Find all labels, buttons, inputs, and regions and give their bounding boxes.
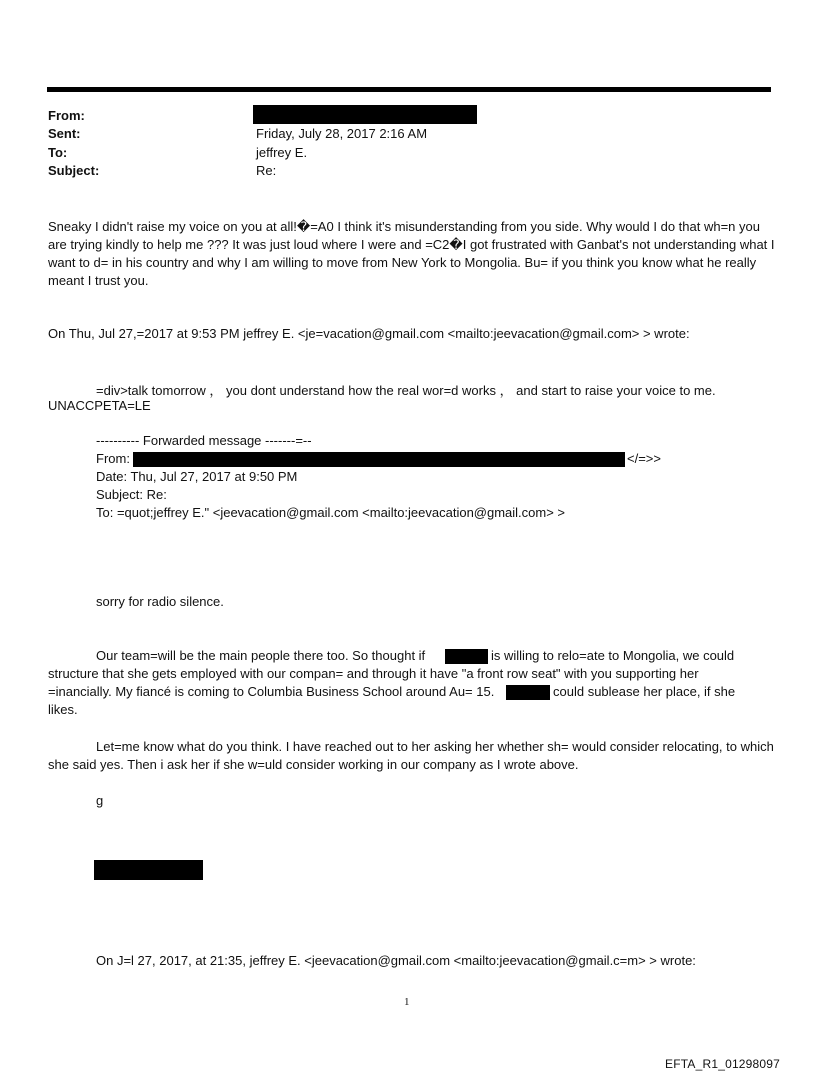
sent-label: Sent: bbox=[48, 126, 81, 141]
fwd-date: Date: Thu, Jul 27, 2017 at 9:50 PM bbox=[96, 469, 298, 484]
quote1-text-a: =div>talk tomorrow ， you dont understand how the real wor=d works ， and start to raise your voice to me. bbox=[96, 383, 716, 398]
fwd-subject: Subject: Re: bbox=[96, 487, 167, 502]
redaction-fwd-from bbox=[133, 452, 625, 467]
sorry-line: sorry for radio silence. bbox=[96, 594, 224, 609]
team-line-3b: could sublease her place, if she bbox=[553, 684, 736, 699]
quote2-intro: On J=l 27, 2017, at 21:35, jeffrey E. <jeevacation@gmail.com <mailto:jeevacation@gmail.c=m> > wrote: bbox=[96, 953, 696, 968]
quote1-intro: On Thu, Jul 27,=2017 at 9:53 PM jeffrey E. <je=vacation@gmail.com <mailto:jeevacation@gmail.com> > wrote: bbox=[48, 326, 690, 341]
team-line-3a: =inancially. My fiancé is coming to Columbia Business School around Au= 15. bbox=[48, 684, 495, 699]
redaction-name-1 bbox=[445, 649, 488, 664]
signoff: g bbox=[96, 793, 104, 808]
sent-value: Friday, July 28, 2017 2:16 AM bbox=[256, 126, 428, 141]
team-line-2: structure that she gets employed with our compan= and through it have "a front row seat" with you supporting her bbox=[48, 666, 699, 681]
quote1-text-b: UNACCPETA=LE bbox=[48, 398, 151, 413]
footer-document-id: EFTA_R1_01298097 bbox=[665, 1057, 781, 1071]
body-paragraph-1: Sneaky I didn't raise my voice on you at all!�=A0 I think it's misunderstanding from you side. Why would I do that wh=n you are trying kindly to help me ??? It was just loud where I were and =C2�I got frustrated with Ganbat's not understanding what I want to d= in his country and why I am willing to move from New York to Mongolia. Bu= if you think you know what he really meant I trust you. bbox=[48, 219, 775, 288]
team-line-1b: is willing to relo=ate to Mongolia, we could bbox=[491, 648, 735, 663]
fwd-from-tail: </=>> bbox=[627, 451, 661, 466]
to-label: To: bbox=[48, 145, 68, 160]
forwarded-message-line: ---------- Forwarded message -------=-- bbox=[96, 433, 312, 448]
redaction-name-2 bbox=[506, 685, 550, 700]
letme-paragraph: Let=me know what do you think. I have reached out to her asking her whether sh= would consider relocating, to which she said yes. Then i ask her if she w=uld consider working in our company as I wrote above. bbox=[48, 739, 774, 772]
to-value: jeffrey E. bbox=[256, 145, 308, 160]
subject-label: Subject: bbox=[48, 163, 100, 178]
from-label: From: bbox=[48, 108, 85, 123]
header-rule bbox=[47, 87, 771, 92]
redaction-from bbox=[253, 105, 477, 124]
fwd-to: To: =quot;jeffrey E." <jeevacation@gmail.com <mailto:jeevacation@gmail.com> > bbox=[96, 505, 566, 520]
subject-value: Re: bbox=[256, 163, 277, 178]
page-number: 1 bbox=[404, 996, 410, 1008]
redaction-signature bbox=[94, 860, 203, 880]
fwd-from-label: From: bbox=[96, 451, 130, 466]
team-line-1a: Our team=will be the main people there too. So thought if bbox=[96, 648, 426, 663]
team-line-4: likes. bbox=[48, 702, 78, 717]
